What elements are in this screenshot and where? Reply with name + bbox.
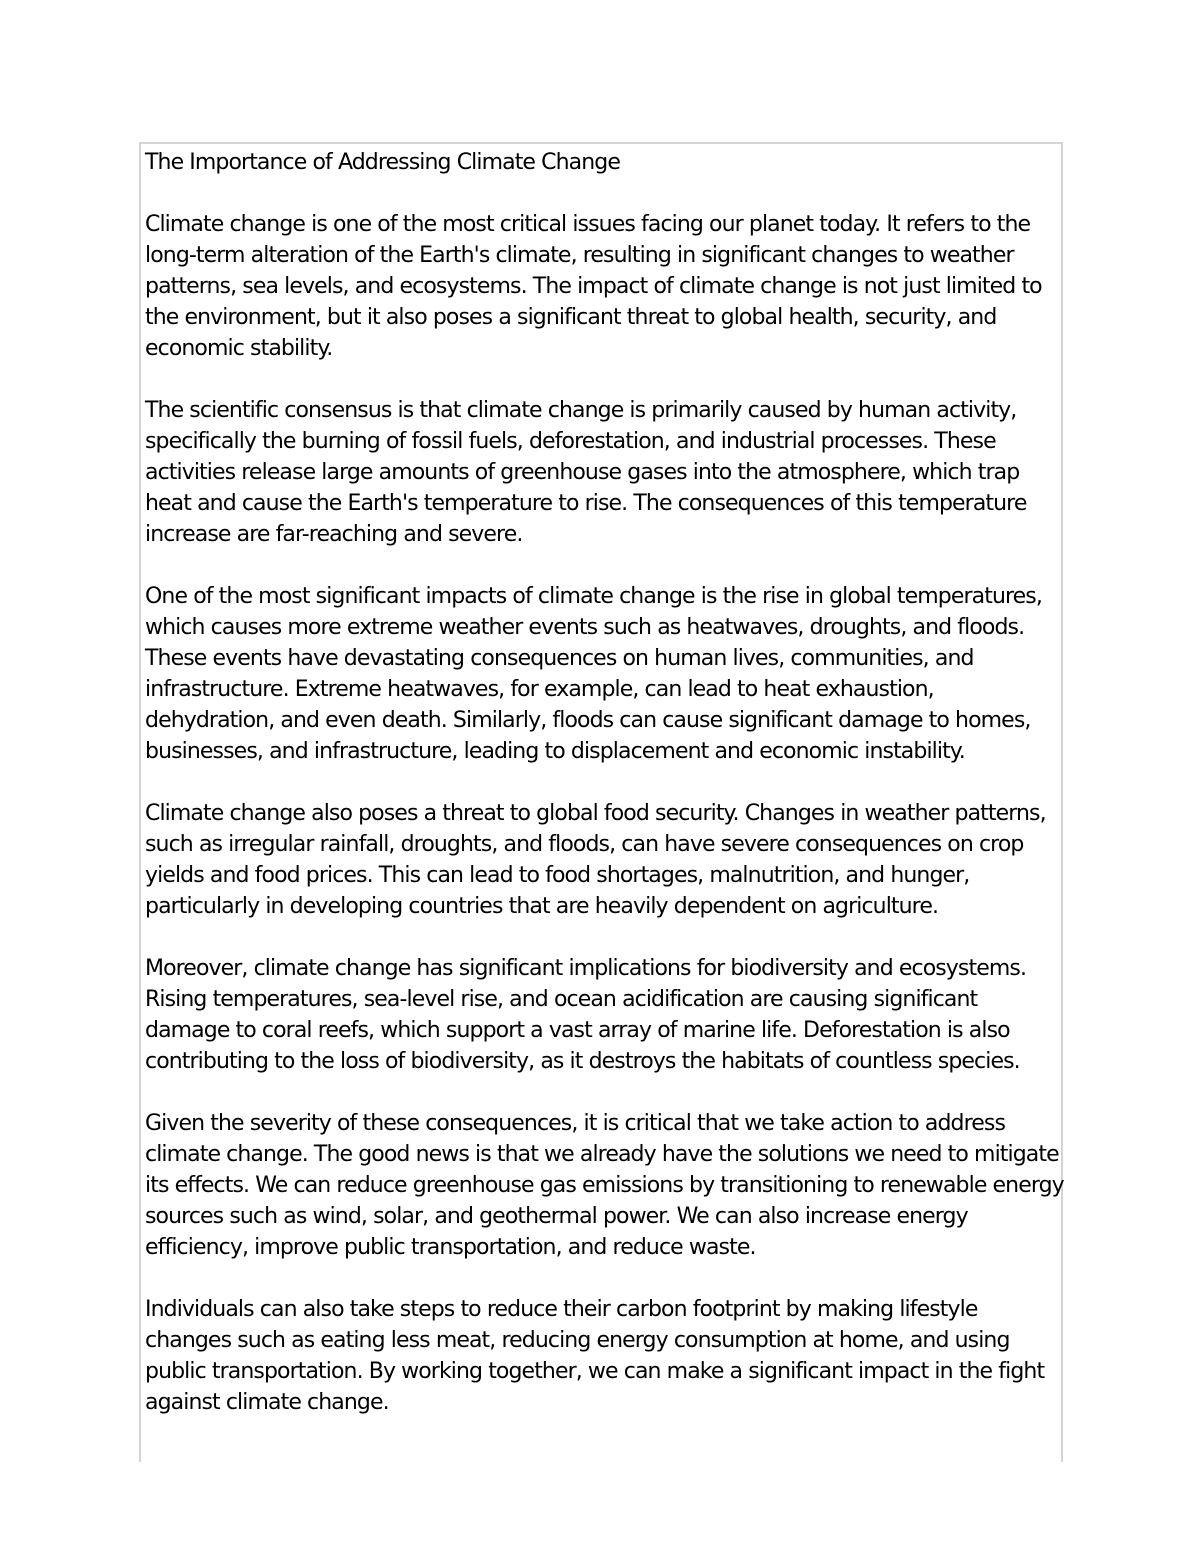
paragraph-7: Individuals can also take steps to reduce their carbon footprint by making lifestyle changes such as eating less meat, reducing energy consumption at home, and using public transportation. By working together, we can make a significant impact in the fight against climate change. xyxy=(145,1297,1045,1415)
paragraph-2: The scientific consensus is that climate change is primarily caused by human activity, specifically the burning of fossil fuels, deforestation, and industrial processes. These activities release large amounts of greenhouse gases into the atmosphere, which trap heat and cause the Earth's temperature to rise. The consequences of this temperature increase are far-reaching and severe. xyxy=(145,398,1027,547)
paragraph-3: One of the most significant impacts of climate change is the rise in global temperatures, which causes more extreme weather events such as heatwaves, droughts, and floods. These events have devastating consequences on human lives, communities, and infrastructure. Extreme heatwaves, for example, can lead to heat exhaustion, dehydration, and even death. Similarly, floods can cause significant damage to homes, businesses, and infrastructure, leading to displacement and economic instability. xyxy=(145,584,1042,764)
text-content xyxy=(145,147,1065,1449)
document-title: The Importance of Addressing Climate Change xyxy=(145,150,620,175)
paragraph-1: Climate change is one of the most critical issues facing our planet today. It refers to the long-term alteration of the Earth's climate, resulting in significant changes to weather patterns, sea levels, and ecosystems. The impact of climate change is not just limited to the environment, but it also poses a significant threat to global health, security, and economic stability. xyxy=(145,212,1042,361)
paragraph-4: Climate change also poses a threat to global food security. Changes in weather patterns, such as irregular rainfall, droughts, and floods, can have severe consequences on crop yields and food prices. This can lead to food shortages, malnutrition, and hunger, particularly in developing countries that are heavily dependent on agriculture. xyxy=(145,801,1046,919)
paragraph-5: Moreover, climate change has significant implications for biodiversity and ecosystems. Rising temperatures, sea-level rise, and ocean acidification are causing significant damage to coral reefs, which support a vast array of marine life. Deforestation is also contributing to the loss of biodiversity, as it destroys the habitats of countless species. xyxy=(145,956,1027,1074)
paragraph-6: Given the severity of these consequences, it is critical that we take action to address climate change. The good news is that we already have the solutions we need to mitigate its effects. We can reduce greenhouse gas emissions by transitioning to renewable energy sources such as wind, solar, and geothermal power. We can also increase energy efficiency, improve public transportation, and reduce waste. xyxy=(145,1111,1064,1260)
text-box xyxy=(139,142,1063,1462)
